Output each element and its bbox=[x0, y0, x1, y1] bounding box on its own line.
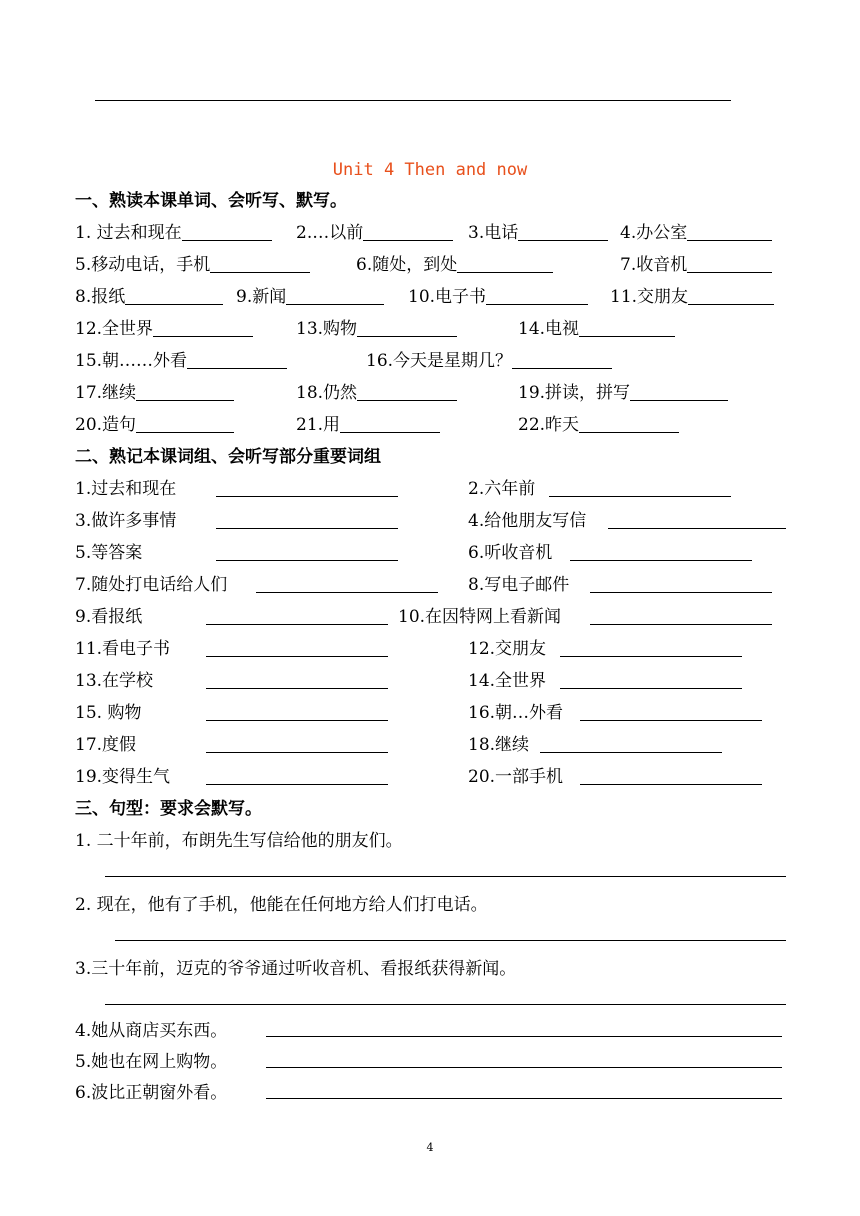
vocab-item: 16.今天是星期几？ bbox=[366, 351, 612, 371]
answer-blank[interactable] bbox=[512, 352, 612, 369]
vocab-item: 8.报纸 bbox=[75, 287, 223, 307]
answer-line[interactable] bbox=[216, 496, 398, 497]
answer-blank[interactable] bbox=[457, 256, 553, 273]
phrase-item: 6.听收音机 bbox=[468, 543, 553, 563]
answer-blank[interactable] bbox=[357, 384, 457, 401]
answer-line[interactable] bbox=[206, 784, 388, 785]
vocab-item: 11.交朋友 bbox=[610, 287, 774, 307]
section1-heading: 一、熟读本课单词、会听写、默写。 bbox=[75, 191, 347, 211]
answer-blank[interactable] bbox=[363, 224, 453, 241]
vocab-item: 12.全世界 bbox=[75, 319, 253, 339]
answer-blank[interactable] bbox=[688, 288, 774, 305]
answer-line[interactable] bbox=[560, 688, 742, 689]
phrase-item: 7.随处打电话给人们 bbox=[75, 575, 228, 595]
phrase-item: 14.全世界 bbox=[468, 671, 547, 691]
page-number: 4 bbox=[426, 1141, 434, 1154]
phrase-item: 11.看电子书 bbox=[75, 639, 171, 659]
sentence-prompt: 6.波比正朝窗外看。 bbox=[75, 1083, 228, 1103]
sentence-prompt: 2. 现在，他有了手机，他能在任何地方给人们打电话。 bbox=[75, 895, 488, 915]
section3-heading: 三、句型：要求会默写。 bbox=[75, 799, 262, 819]
phrase-item: 17.度假 bbox=[75, 735, 137, 755]
vocab-item: 3.电话 bbox=[468, 223, 608, 243]
answer-blank[interactable] bbox=[210, 256, 310, 273]
answer-blank[interactable] bbox=[187, 352, 287, 369]
answer-line[interactable] bbox=[206, 688, 388, 689]
phrase-item: 15. 购物 bbox=[75, 703, 142, 723]
answer-line[interactable] bbox=[206, 656, 388, 657]
answer-line[interactable] bbox=[206, 720, 388, 721]
answer-line[interactable] bbox=[206, 624, 388, 625]
vocab-item: 2.…以前 bbox=[296, 223, 453, 243]
answer-line[interactable] bbox=[216, 528, 398, 529]
phrase-item: 5.等答案 bbox=[75, 543, 143, 563]
section2-heading: 二、熟记本课词组、会听写部分重要词组 bbox=[75, 447, 381, 467]
answer-blank[interactable] bbox=[125, 288, 223, 305]
answer-blank[interactable] bbox=[182, 224, 272, 241]
answer-blank[interactable] bbox=[579, 320, 675, 337]
phrase-item: 10.在因特网上看新闻 bbox=[398, 607, 562, 627]
phrase-item: 19.变得生气 bbox=[75, 767, 171, 787]
answer-blank[interactable] bbox=[630, 384, 728, 401]
answer-blank[interactable] bbox=[136, 384, 234, 401]
answer-line[interactable] bbox=[256, 592, 438, 593]
answer-line[interactable] bbox=[266, 1067, 782, 1068]
sentence-prompt: 3.三十年前，迈克的爷爷通过听收音机、看报纸获得新闻。 bbox=[75, 959, 517, 979]
vocab-item: 9.新闻 bbox=[236, 287, 384, 307]
sentence-prompt: 5.她也在网上购物。 bbox=[75, 1052, 228, 1072]
phrase-item: 2.六年前 bbox=[468, 479, 536, 499]
vocab-item: 13.购物 bbox=[296, 319, 457, 339]
answer-blank[interactable] bbox=[486, 288, 588, 305]
answer-line[interactable] bbox=[590, 624, 772, 625]
vocab-item: 20.造句 bbox=[75, 415, 234, 435]
answer-blank[interactable] bbox=[687, 224, 772, 241]
answer-blank[interactable] bbox=[579, 416, 679, 433]
answer-blank[interactable] bbox=[286, 288, 384, 305]
answer-blank[interactable] bbox=[357, 320, 457, 337]
answer-line[interactable] bbox=[580, 720, 762, 721]
sentence-prompt: 4.她从商店买东西。 bbox=[75, 1021, 228, 1041]
answer-blank[interactable] bbox=[153, 320, 253, 337]
phrase-item: 13.在学校 bbox=[75, 671, 154, 691]
answer-line[interactable] bbox=[570, 560, 752, 561]
answer-line[interactable] bbox=[608, 528, 786, 529]
vocab-item: 1. 过去和现在 bbox=[75, 223, 272, 243]
answer-line[interactable] bbox=[590, 592, 772, 593]
phrase-item: 16.朝…外看 bbox=[468, 703, 564, 723]
answer-line[interactable] bbox=[115, 940, 786, 941]
answer-line[interactable] bbox=[105, 876, 786, 877]
vocab-item: 6.随处，到处 bbox=[356, 255, 553, 275]
answer-line[interactable] bbox=[266, 1036, 782, 1037]
vocab-item: 22.昨天 bbox=[518, 415, 679, 435]
answer-line[interactable] bbox=[266, 1098, 782, 1099]
unit-title: Unit 4 Then and now bbox=[332, 160, 528, 180]
answer-blank[interactable] bbox=[518, 224, 608, 241]
phrase-item: 9.看报纸 bbox=[75, 607, 143, 627]
phrase-item: 8.写电子邮件 bbox=[468, 575, 570, 595]
vocab-item: 5.移动电话，手机 bbox=[75, 255, 310, 275]
vocab-item: 19.拼读，拼写 bbox=[518, 383, 728, 403]
vocab-item: 4.办公室 bbox=[620, 223, 772, 243]
phrase-item: 3.做许多事情 bbox=[75, 511, 177, 531]
vocab-item: 14.电视 bbox=[518, 319, 675, 339]
answer-line[interactable] bbox=[560, 656, 742, 657]
phrase-item: 20.一部手机 bbox=[468, 767, 564, 787]
answer-blank[interactable] bbox=[687, 256, 772, 273]
phrase-item: 4.给他朋友写信 bbox=[468, 511, 587, 531]
sentence-prompt: 1. 二十年前，布朗先生写信给他的朋友们。 bbox=[75, 831, 403, 851]
vocab-item: 7.收音机 bbox=[620, 255, 772, 275]
answer-line[interactable] bbox=[580, 784, 762, 785]
answer-line[interactable] bbox=[549, 496, 731, 497]
answer-blank[interactable] bbox=[340, 416, 440, 433]
header-rule bbox=[95, 100, 731, 101]
phrase-item: 12.交朋友 bbox=[468, 639, 547, 659]
answer-blank[interactable] bbox=[136, 416, 234, 433]
answer-line[interactable] bbox=[540, 752, 722, 753]
phrase-item: 18.继续 bbox=[468, 735, 530, 755]
vocab-item: 15.朝……外看 bbox=[75, 351, 287, 371]
vocab-item: 17.继续 bbox=[75, 383, 234, 403]
vocab-item: 10.电子书 bbox=[408, 287, 588, 307]
vocab-item: 21.用 bbox=[296, 415, 440, 435]
answer-line[interactable] bbox=[206, 752, 388, 753]
vocab-item: 18.仍然 bbox=[296, 383, 457, 403]
phrase-item: 1.过去和现在 bbox=[75, 479, 177, 499]
answer-line[interactable] bbox=[105, 1004, 786, 1005]
answer-line[interactable] bbox=[216, 560, 398, 561]
